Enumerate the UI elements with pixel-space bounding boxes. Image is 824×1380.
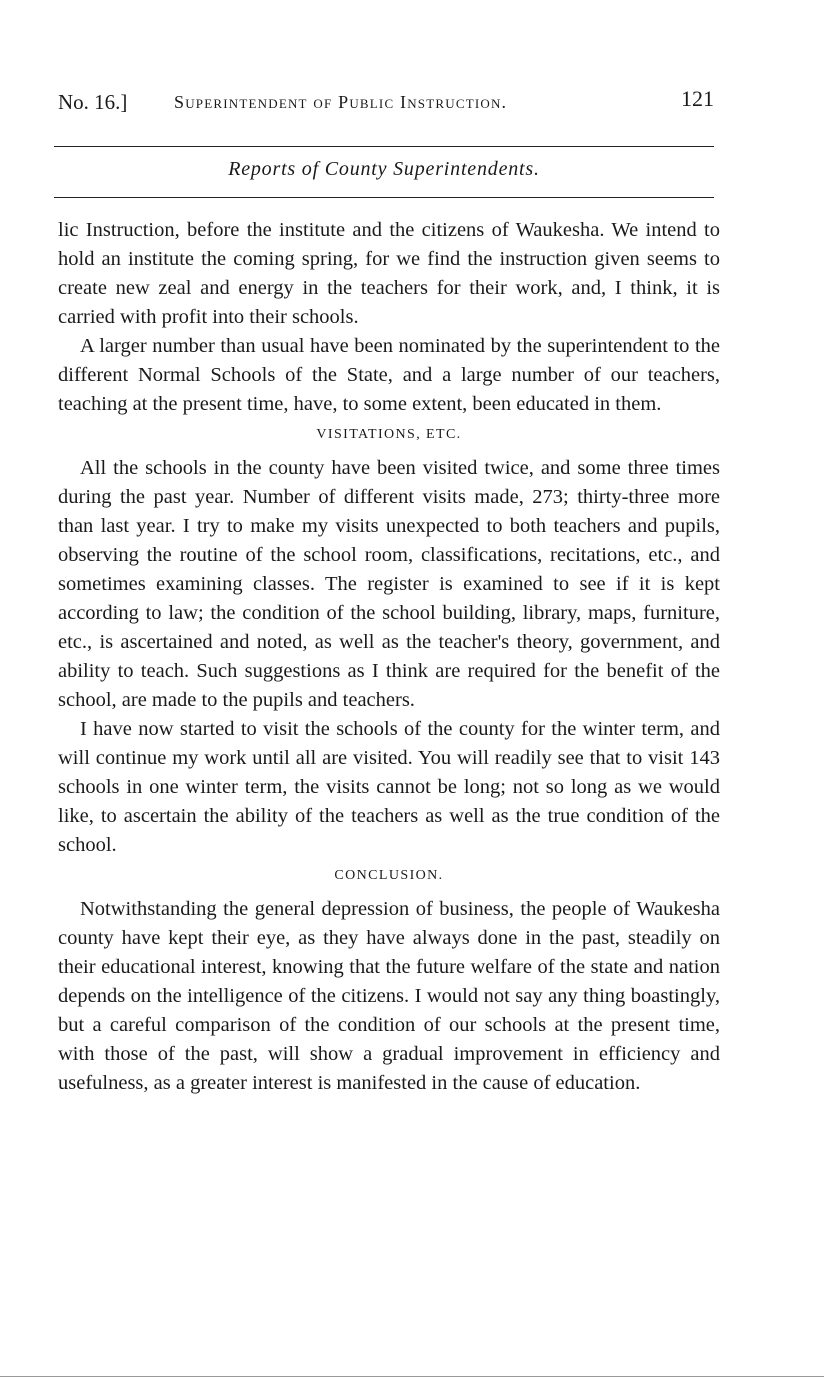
paragraph-normal-schools: A larger number than usual have been nominated by the superintendent to the different Normal Schools of the State, and a large number of our teachers, teaching at the present time, have, to some extent, been educated in them.	[58, 335, 720, 415]
body-text	[58, 216, 720, 1098]
paragraph-winter-term: I have now started to visit the schools of the county for the winter term, and will continue my work until all are visited. You will readily see that to visit 143 schools in one winter term, the visits cannot be long; not so long as we would like, to ascertain the ability of the teachers as well as the true condition of the school.	[58, 718, 720, 856]
paragraph-continuation: lic Instruction, before the institute and the citizens of Waukesha. We intend to hold an institute the coming spring, for we find the instruction given seems to create new zeal and energy in the teachers for their work, and, I think, it is carried with profit into their schools.	[58, 219, 720, 328]
header-rule-top	[54, 146, 714, 147]
section-subheader: Reports of County Superintendents.	[228, 158, 540, 180]
header-rule-bottom	[54, 197, 714, 198]
paragraph-conclusion: Notwithstanding the general depression of business, the people of Waukesha county have kept their eye, as they have always done in the past, steadily on their educational interest, knowing that the future welfare of the state and nation depends on the intelligence of the citizens. I would not say any thing boastingly, but a careful comparison of the condition of our schools at the present time, with those of the past, will show a gradual improvement in efficiency and usefulness, as a greater interest is manifested in the cause of education.	[58, 898, 720, 1094]
heading-conclusion: CONCLUSION.	[334, 868, 444, 883]
running-title: Superintendent of Public Instruction.	[174, 92, 508, 112]
page-bottom-edge	[0, 1376, 824, 1377]
page-number: 121	[681, 86, 714, 111]
paragraph-visits: All the schools in the county have been visited twice, and some three times during the past year. Number of different visits made, 273; thirty-three more than last year. I try to make my visits unexpected to both teachers and pupils, observing the routine of the school room, classifications, recitations, etc., and sometimes examining classes. The register is examined to see if it is kept according to law; the condition of the school building, library, maps, furniture, etc., is ascertained and noted, as well as the teacher's theory, government, and ability to teach. Such suggestions as I think are required for the benefit of the school, are made to the pupils and teachers.	[58, 457, 720, 711]
running-header	[58, 86, 716, 118]
heading-visitations: VISITATIONS, ETC.	[316, 427, 462, 442]
document-number: No. 16.]	[58, 90, 128, 114]
